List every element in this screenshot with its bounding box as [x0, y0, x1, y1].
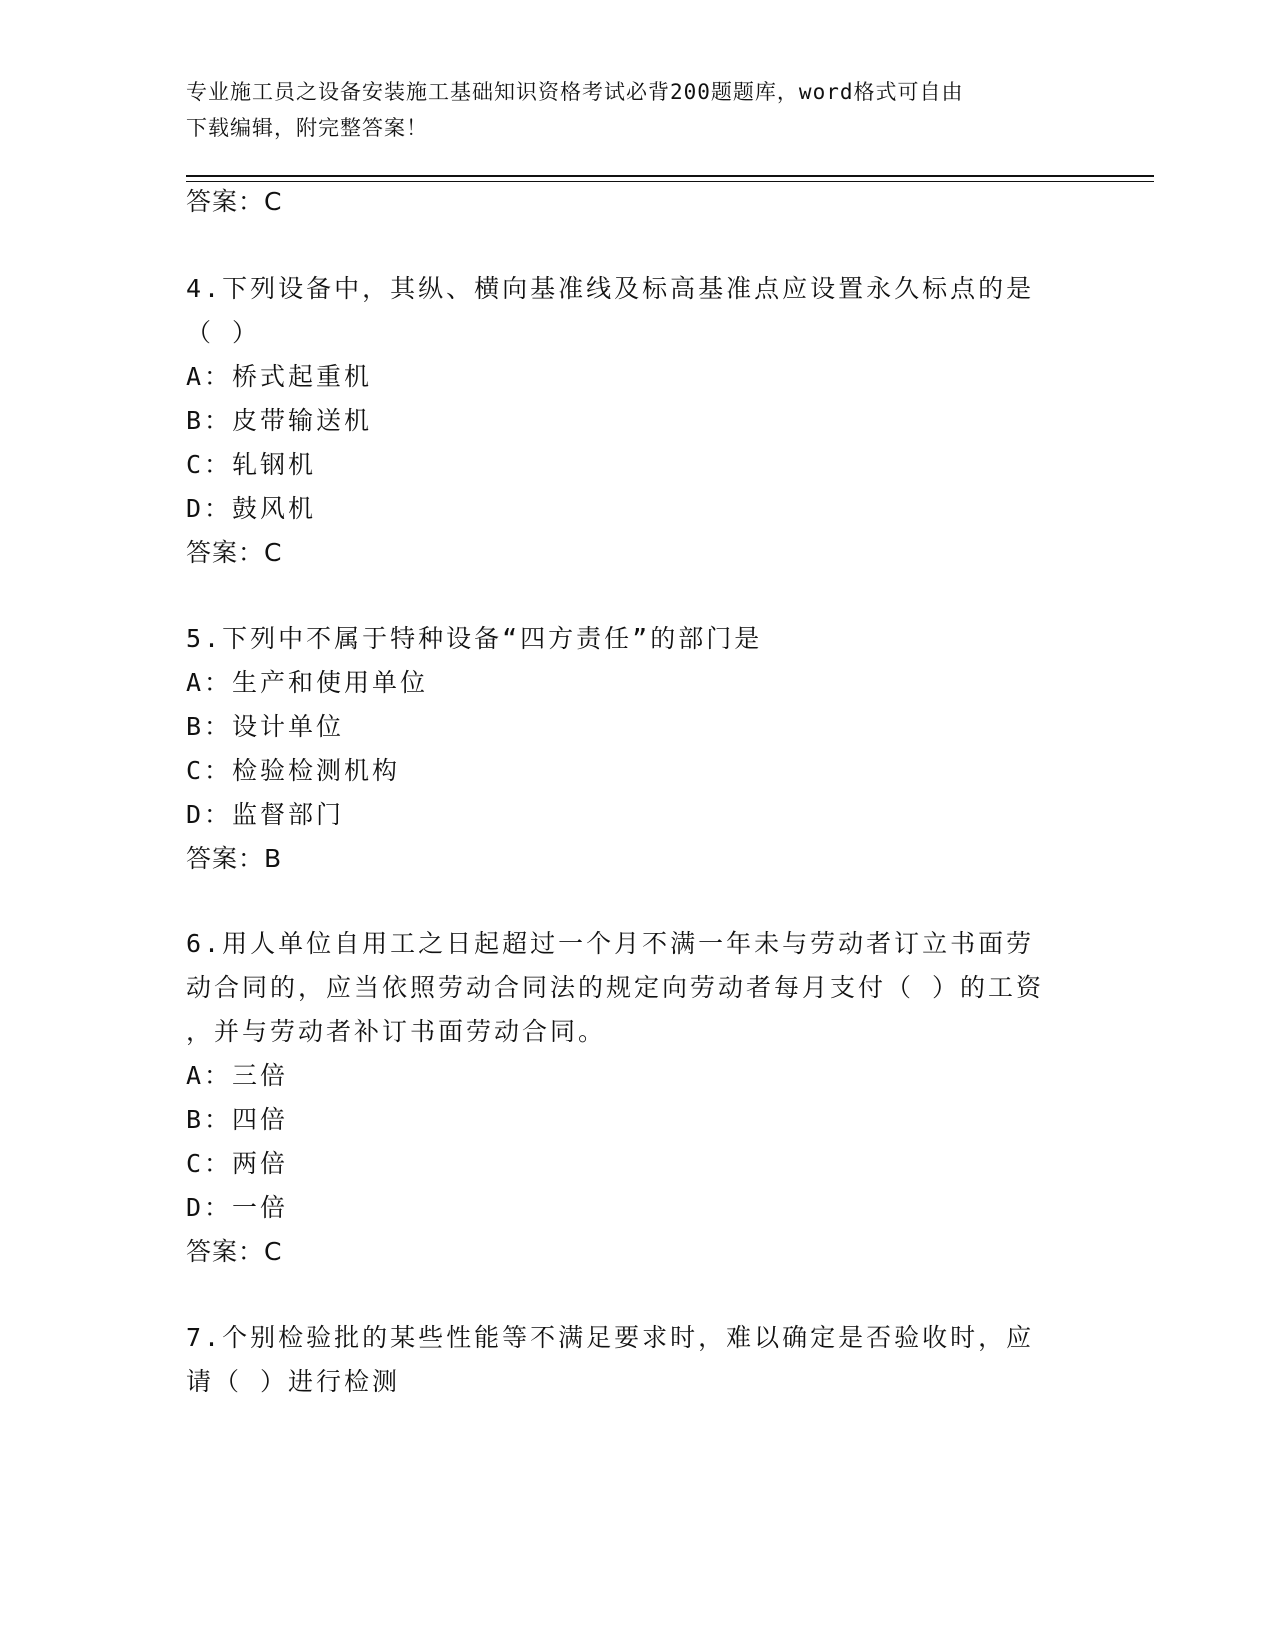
question-4-option-a: A：桥式起重机 [186, 362, 373, 391]
question-5-text-line-1: 5.下列中不属于特种设备“四方责任”的部门是 [186, 624, 763, 653]
question-6-option-b: B：四倍 [186, 1105, 289, 1134]
header-divider-thin [186, 181, 1154, 182]
question-4-option-c: C：轧钢机 [186, 450, 317, 479]
header-line-1: 专业施工员之设备安装施工基础知识资格考试必背200题题库，word格式可自由 [186, 80, 964, 104]
question-5-option-c: C：检验检测机构 [186, 756, 401, 785]
question-7-text-line-2: 请（ ）进行检测 [186, 1367, 401, 1396]
question-6-answer: 答案：C [186, 1237, 283, 1266]
question-6-text-line-1: 6.用人单位自用工之日起超过一个月不满一年未与劳动者订立书面劳 [186, 929, 1035, 958]
document-header [186, 74, 1066, 146]
question-6-option-d: D：一倍 [186, 1193, 289, 1222]
question-5-option-d: D：监督部门 [186, 800, 345, 829]
question-5-option-a: A：生产和使用单位 [186, 668, 429, 697]
question-4-answer: 答案：C [186, 538, 283, 567]
question-4-option-b: B：皮带输送机 [186, 406, 373, 435]
question-6-option-c: C：两倍 [186, 1149, 289, 1178]
question-4-text-line-2: （ ） [186, 318, 261, 347]
question-4-text-line-1: 4.下列设备中，其纵、横向基准线及标高基准点应设置永久标点的是 [186, 274, 1035, 303]
header-line-2: 下载编辑，附完整答案！ [186, 116, 428, 140]
question-6-text-line-3: ，并与劳动者补订书面劳动合同。 [186, 1017, 607, 1046]
answer-previous: 答案：C [186, 187, 283, 216]
question-5-option-b: B：设计单位 [186, 712, 345, 741]
question-6-text-line-2: 动合同的，应当依照劳动合同法的规定向劳动者每月支付（ ）的工资 [186, 973, 1045, 1002]
question-4-option-d: D：鼓风机 [186, 494, 317, 523]
question-7-text-line-1: 7.个别检验批的某些性能等不满足要求时，难以确定是否验收时，应 [186, 1323, 1035, 1352]
header-divider [186, 175, 1154, 177]
question-5-answer: 答案：B [186, 844, 283, 873]
question-6-option-a: A：三倍 [186, 1061, 289, 1090]
